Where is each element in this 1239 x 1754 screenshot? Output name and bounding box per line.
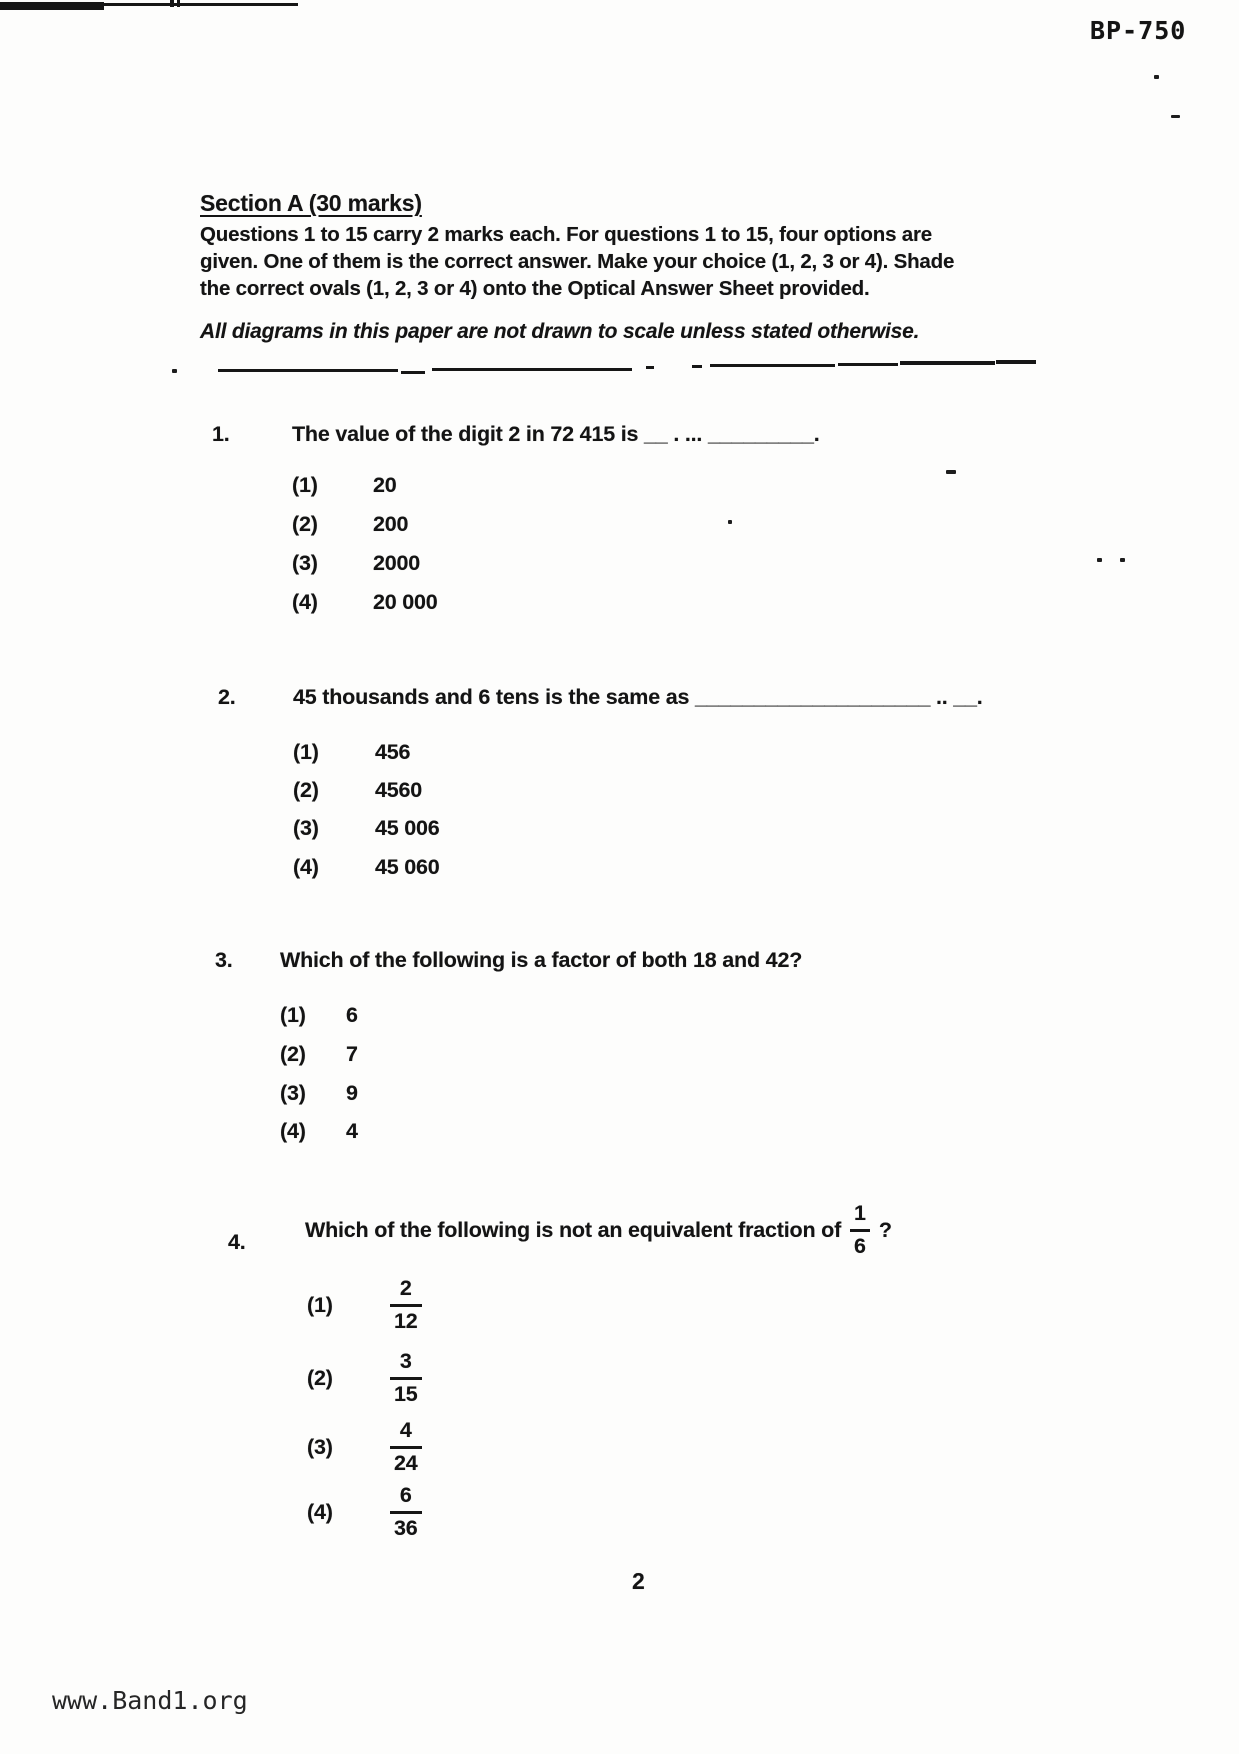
fraction-numerator: 6 xyxy=(399,1483,412,1507)
separator-line xyxy=(996,360,1036,364)
question-stem: The value of the digit 2 in 72 415 is xyxy=(292,422,639,446)
diagrams-note: All diagrams in this paper are not drawn to scale unless stated otherwise. xyxy=(200,320,920,343)
scan-edge-mark xyxy=(0,2,104,10)
question-stem: 45 thousands and 6 tens is the same as xyxy=(293,685,690,709)
option-value: 45 060 xyxy=(375,855,440,879)
fraction xyxy=(850,1203,870,1257)
separator-line xyxy=(900,361,995,365)
question-blank: ____________________ .. __. xyxy=(689,685,983,709)
option-value: 200 xyxy=(373,512,409,536)
option-label: (4) xyxy=(293,855,319,879)
scan-artifact xyxy=(1097,558,1102,562)
separator-line xyxy=(218,369,398,372)
option-value: 9 xyxy=(346,1081,358,1105)
fraction-denominator: 12 xyxy=(390,1304,422,1333)
fraction-numerator: 2 xyxy=(399,1276,412,1300)
fraction-numerator: 4 xyxy=(399,1418,412,1442)
option-value: 45 006 xyxy=(375,816,440,840)
question-text: Which of the following is a factor of both 18 and 42? xyxy=(280,948,803,972)
separator-line xyxy=(432,368,632,371)
question-mark: ? xyxy=(878,1217,892,1242)
question-number: 3. xyxy=(215,948,233,972)
option-label: (1) xyxy=(280,1003,306,1027)
scan-artifact xyxy=(1120,558,1125,562)
instructions-line: Questions 1 to 15 carry 2 marks each. For questions 1 to 15, four options are xyxy=(200,223,932,246)
fraction-denominator: 15 xyxy=(390,1377,422,1406)
option-value: 4560 xyxy=(375,778,423,802)
question-text xyxy=(292,422,820,447)
fraction xyxy=(390,1351,422,1405)
scan-edge-line xyxy=(100,3,298,6)
option-value: 20 000 xyxy=(373,590,438,614)
scan-artifact xyxy=(728,520,732,524)
section-title: Section A (30 marks) xyxy=(200,190,422,216)
option-label: (2) xyxy=(307,1365,333,1390)
option-label: (4) xyxy=(280,1119,306,1143)
fraction-denominator: 36 xyxy=(390,1511,422,1540)
separator-line xyxy=(710,364,835,367)
separator-line xyxy=(838,363,898,366)
option-value: 2000 xyxy=(373,551,421,575)
doc-code: BP-750 xyxy=(1090,16,1187,45)
separator-line xyxy=(646,366,654,369)
option-value: 7 xyxy=(346,1042,358,1066)
scan-edge-tick xyxy=(177,0,180,7)
question-number: 1. xyxy=(212,422,230,446)
option-value: 456 xyxy=(375,740,411,764)
option-value: 20 xyxy=(373,473,397,497)
question-text xyxy=(293,685,983,710)
page-number: 2 xyxy=(632,1568,645,1594)
fraction-numerator: 3 xyxy=(399,1349,412,1373)
option-value: 4 xyxy=(346,1119,358,1143)
option-label: (1) xyxy=(293,740,319,764)
fraction xyxy=(390,1278,422,1332)
fraction xyxy=(390,1485,422,1539)
fraction xyxy=(390,1420,422,1474)
fraction-denominator: 6 xyxy=(850,1229,870,1258)
option-label: (3) xyxy=(307,1434,333,1459)
option-label: (4) xyxy=(307,1499,333,1524)
instructions-line: given. One of them is the correct answer. Make your choice (1, 2, 3 or 4). Shade xyxy=(200,250,955,273)
scan-artifact xyxy=(1171,115,1180,118)
option-label: (2) xyxy=(293,778,319,802)
option-row xyxy=(307,1345,422,1411)
option-label: (2) xyxy=(292,512,318,536)
instructions-line: the correct ovals (1, 2, 3 or 4) onto the Optical Answer Sheet provided. xyxy=(200,277,870,300)
fraction-numerator: 1 xyxy=(854,1201,866,1225)
option-value: 6 xyxy=(346,1003,358,1027)
option-row xyxy=(307,1479,422,1545)
question-number: 2. xyxy=(218,685,236,709)
option-label: (3) xyxy=(293,816,319,840)
option-label: (3) xyxy=(292,551,318,575)
option-row xyxy=(307,1414,422,1480)
instructions xyxy=(200,221,954,302)
question-stem: Which of the following is not an equivalent fraction of xyxy=(305,1217,842,1242)
question-blank: __ . ... _________. xyxy=(638,422,820,446)
option-row xyxy=(307,1272,422,1338)
scan-artifact xyxy=(946,470,956,474)
scan-edge-tick xyxy=(170,0,174,7)
separator-dot xyxy=(172,369,177,373)
option-label: (1) xyxy=(292,473,318,497)
separator-line xyxy=(401,371,425,374)
scan-artifact xyxy=(1154,75,1159,79)
fraction-denominator: 24 xyxy=(390,1446,422,1475)
separator-line xyxy=(692,365,702,368)
option-label: (2) xyxy=(280,1042,306,1066)
option-label: (1) xyxy=(307,1292,333,1317)
option-label: (3) xyxy=(280,1081,306,1105)
question-text xyxy=(305,1195,892,1265)
question-number: 4. xyxy=(228,1230,246,1254)
option-label: (4) xyxy=(292,590,318,614)
footer-url: www.Band1.org xyxy=(52,1686,248,1715)
